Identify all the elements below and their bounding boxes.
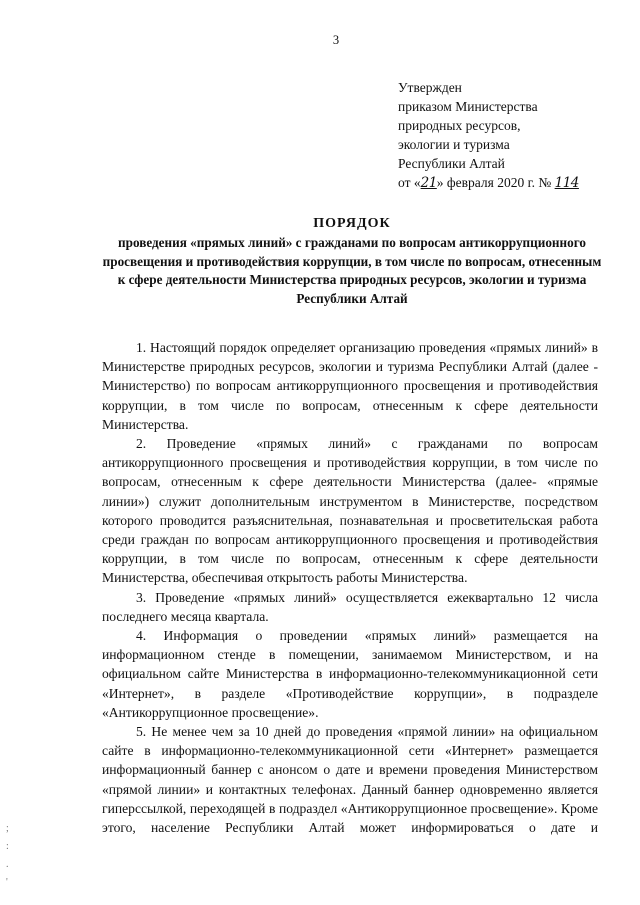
- approval-stamp: [398, 78, 579, 193]
- approval-line: Утвержден: [398, 80, 462, 95]
- date-prefix: от «: [398, 175, 421, 190]
- document-heading: [102, 214, 602, 308]
- handwritten-order-number: 114: [554, 175, 579, 191]
- approval-line: Республики Алтай: [398, 156, 505, 171]
- document-body: [102, 338, 598, 837]
- paragraph-1: 1. Настоящий порядок определяет организацию проведения «прямых линий» в Министерстве природных ресурсов, экологии и туризма Республики Алтай (далее - Министерство) по вопросам антикоррупционного просвещения и противодействия коррупции, в том числе по вопросам, отнесенным к сфере деятельности Министерства.: [102, 340, 598, 432]
- approval-line: приказом Министерства: [398, 99, 538, 114]
- date-middle: » февраля 2020 г. №: [436, 175, 552, 190]
- document-title: ПОРЯДОК: [313, 216, 391, 231]
- approval-line: экологии и туризма: [398, 137, 510, 152]
- paragraph-2: 2. Проведение «прямых линий» с гражданами по вопросам антикоррупционного просвещения и противодействия коррупции, в том числе по вопросам, отнесенным к сфере деятельности Министерства (далее- «прямые линии») служит дополнительным инструментом в Министерстве, посредством которого проводится разъяснительная, познавательная и просветительская работа среди граждан по вопросам антикоррупционного просвещения и противодействия коррупции, в том числе по вопросам, отнесенным к сфере деятельности Министерства, обеспечивая открытость работы Министерства.: [102, 436, 598, 586]
- approval-date-line: [398, 173, 579, 193]
- handwritten-day: 21: [420, 175, 437, 191]
- paragraph-4: 4. Информация о проведении «прямых линий» размещается на информационном стенде в помещении, занимаемом Министерством, и на официальном сайте Министерства в информационно-телекоммуникационной сети «Интернет», в разделе «Противодействие коррупции», в подразделе «Антикоррупционное просвещение».: [102, 628, 598, 720]
- paragraph-3: 3. Проведение «прямых линий» осуществляется ежеквартально 12 числа последнего месяца квартала.: [102, 589, 598, 624]
- document-subtitle: проведения «прямых линий» с гражданами по вопросам антикоррупционного просвещения и противодействия коррупции, в том числе по вопросам, отнесенным к сфере деятельности Министерства природных ресурсов, экологии и туризма Республики Алтай: [102, 235, 602, 306]
- approval-line: природных ресурсов,: [398, 118, 521, 133]
- paragraph-5: 5. Не менее чем за 10 дней до проведения «прямой линии» на официальном сайте в информационно-телекоммуникационной сети «Интернет» размещается информационный баннер с анонсом о дате и времени проведения Министерством «прямой линии» и контактных телефонах. Данный баннер одновременно является гиперссылкой, переходящей в подраздел «Антикоррупционное просвещение». Кроме этого, население Республики Алтай может информироваться о дате и: [102, 724, 598, 836]
- page-number: 3: [332, 33, 340, 47]
- scan-margin-marks: ; : . ': [6, 823, 9, 888]
